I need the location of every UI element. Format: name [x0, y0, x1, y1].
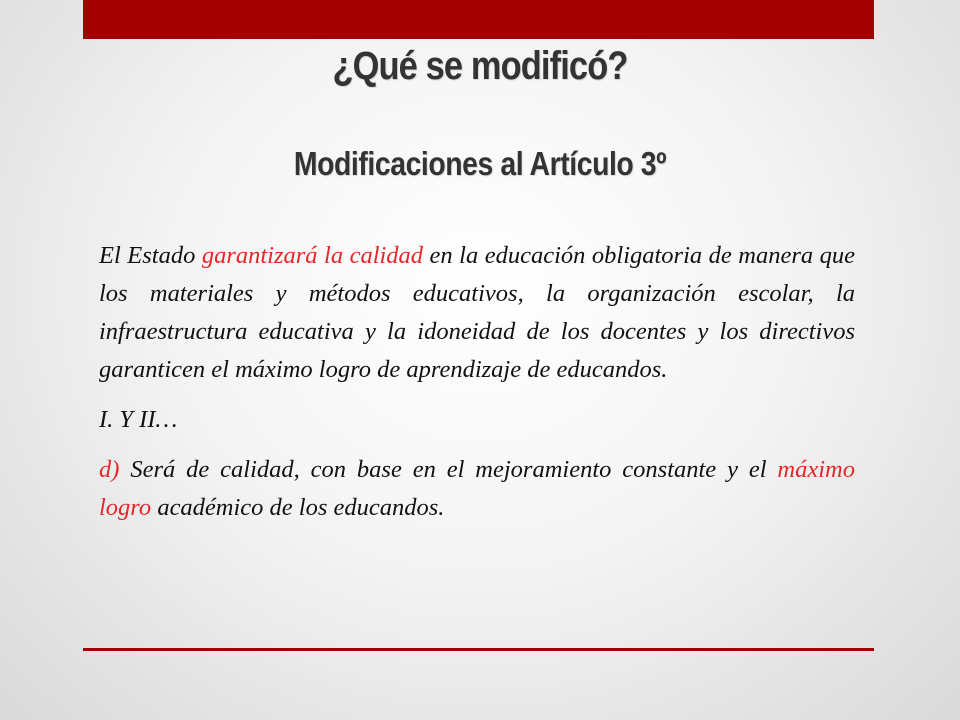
- slide-title: ¿Qué se modificó?: [332, 44, 628, 88]
- slide-subtitle: Modificaciones al Artículo 3º: [293, 145, 667, 182]
- paragraph-article: [99, 237, 855, 389]
- item-d-marker: d): [99, 456, 120, 483]
- paragraph-article-rest: en la educación obligatoria de manera que los materiales y métodos educativos, la organización escolar, la infraestructura educativa y la idoneidad de los docentes y los directivos garanticen el máximo logro de aprendizaje de educandos.: [99, 242, 855, 383]
- paragraph-item-d: [99, 451, 855, 527]
- paragraph-article-start: El Estado: [99, 242, 202, 269]
- bottom-divider: [83, 648, 874, 651]
- highlight-maximo-logro: máximo logro: [99, 456, 855, 521]
- item-d-start: Será de calidad, con base en el mejoramiento constante y el: [119, 456, 778, 483]
- paragraph-sections: I. Y II…: [99, 406, 178, 433]
- highlight-garantizara: garantizará la calidad: [201, 242, 424, 269]
- slide-body: [99, 237, 855, 527]
- item-d-end: académico de los educandos.: [151, 494, 445, 521]
- top-accent-bar: [83, 0, 874, 39]
